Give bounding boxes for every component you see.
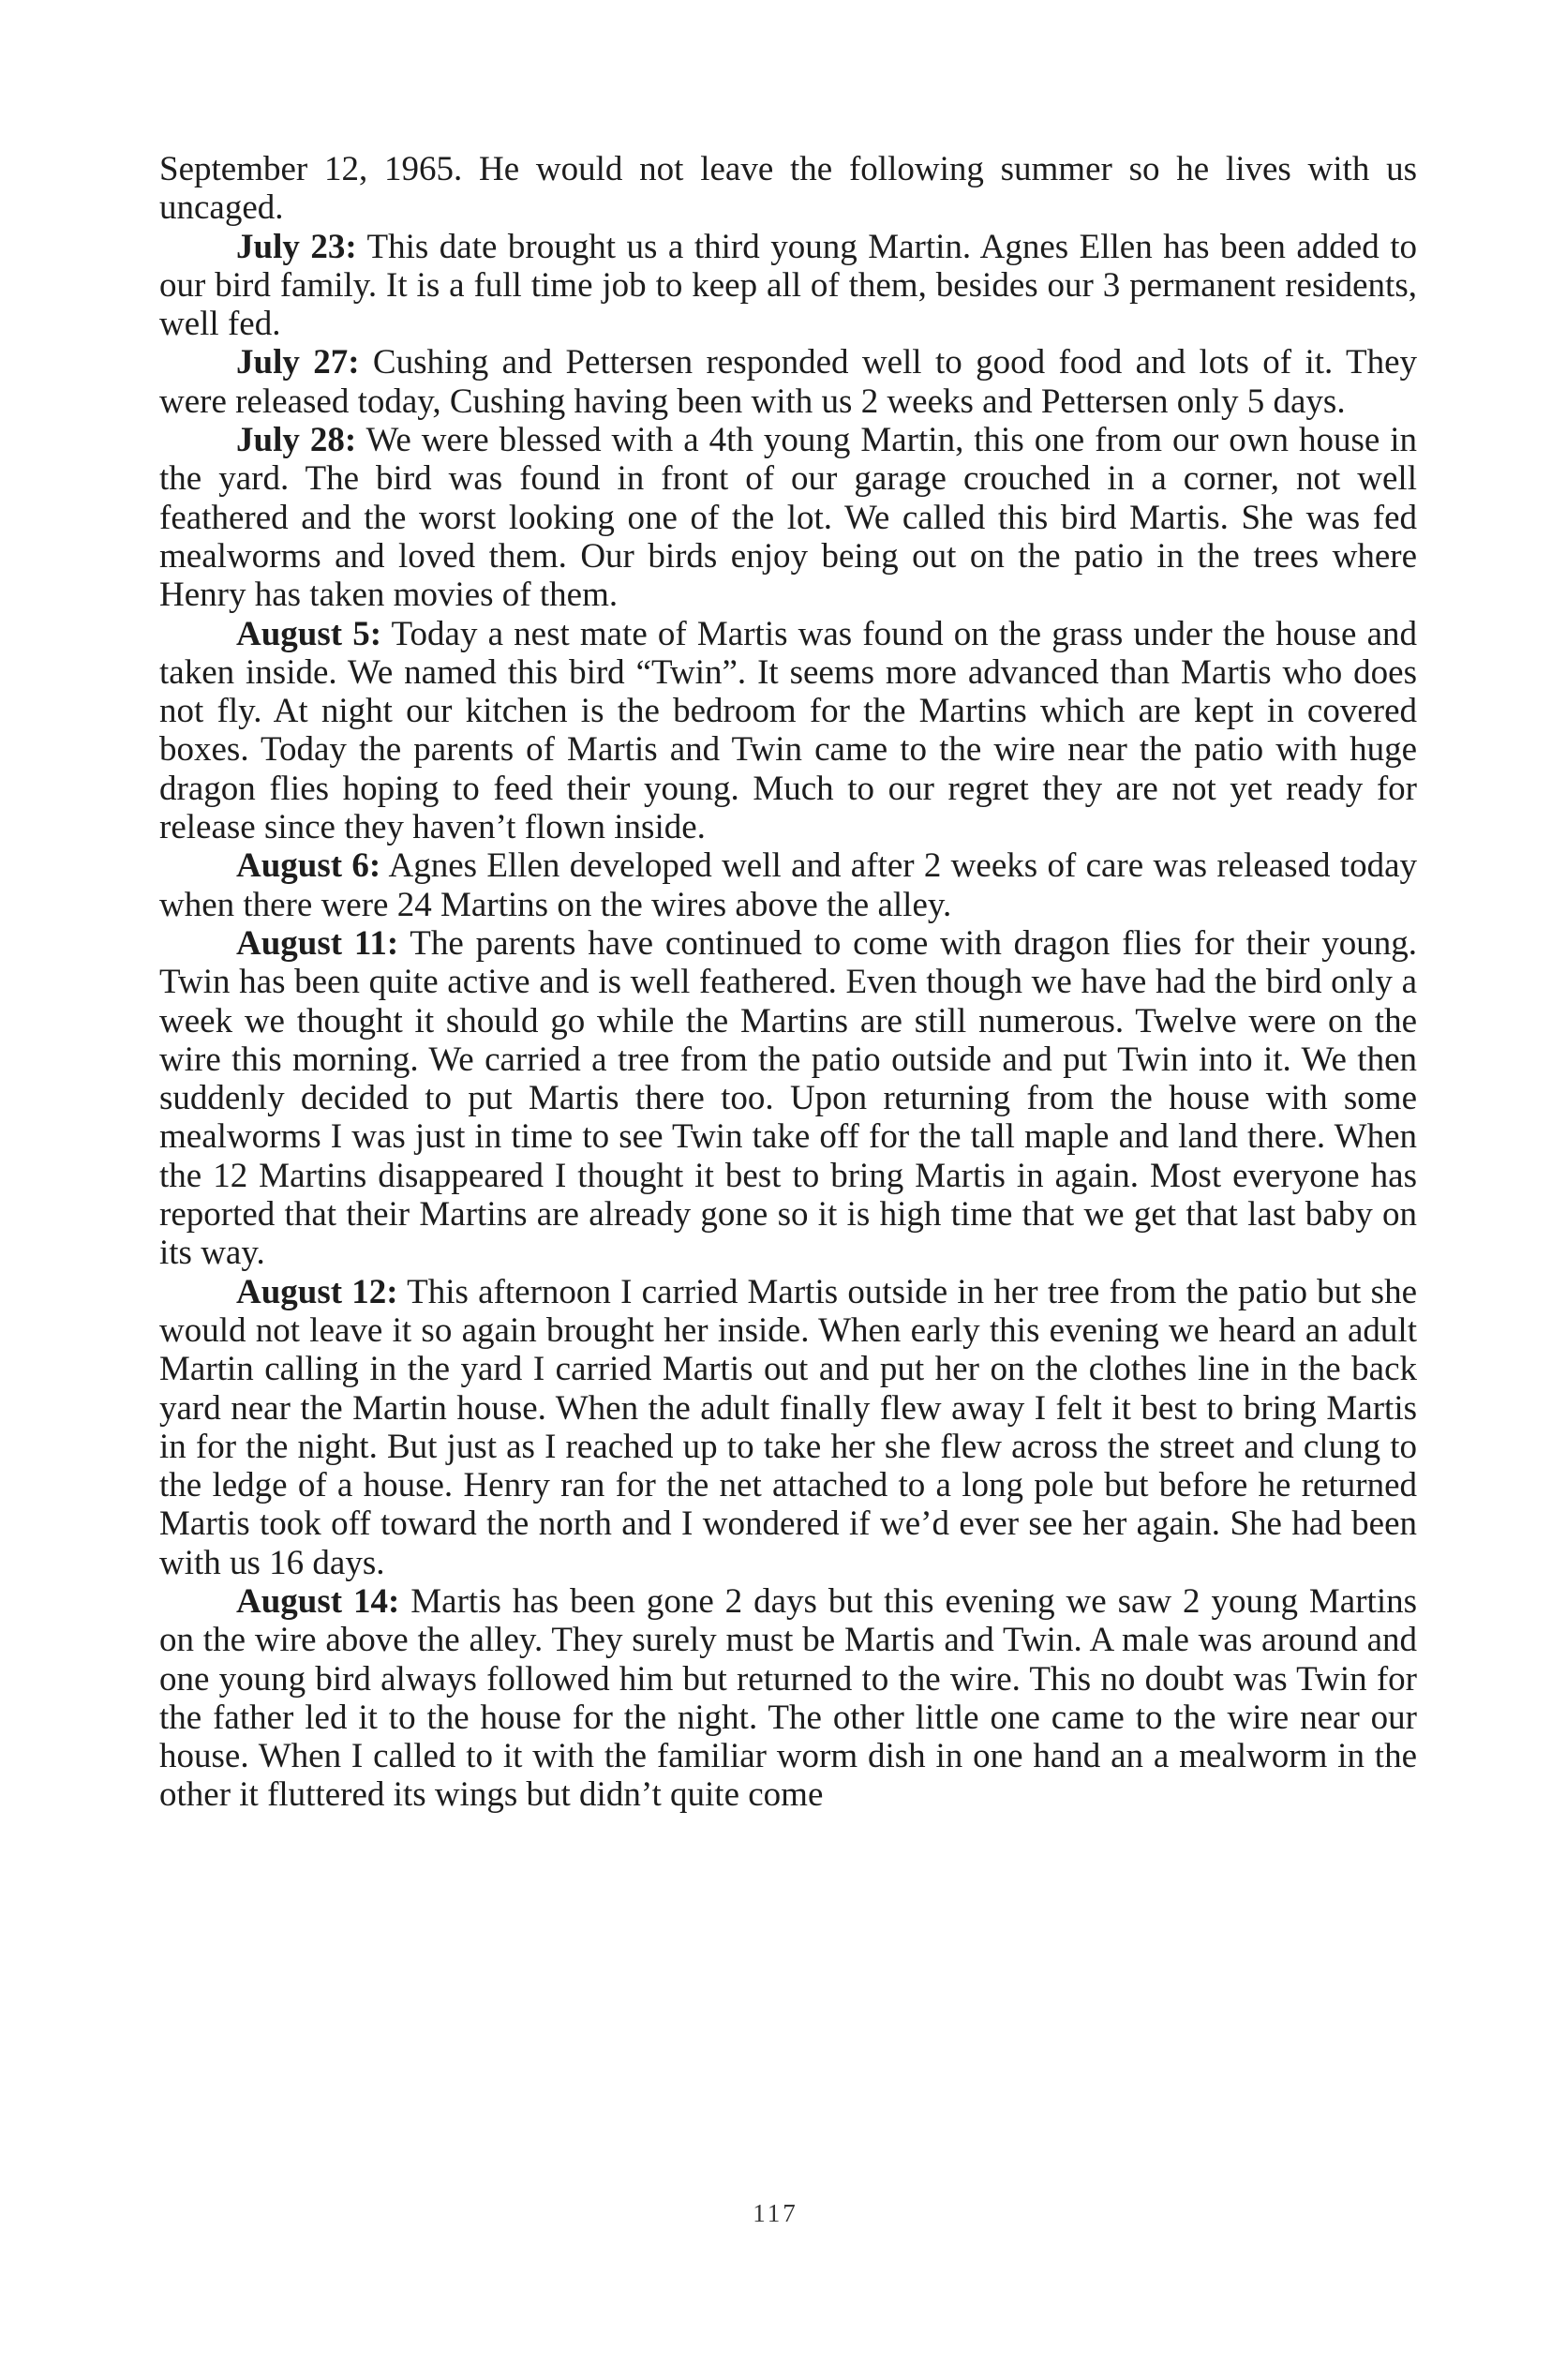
- entry-date: August 12:: [236, 1272, 398, 1311]
- entry-date: August 6:: [236, 846, 381, 886]
- entry-text: Agnes Ellen developed well and after 2 weeks of care was released today when there were 24 Martins on the wires above the alley.: [159, 846, 1418, 924]
- diary-entry: [159, 343, 1417, 421]
- entry-text: Martis has been gone 2 days but this evening we saw 2 young Martins on the wire above the alley. They surely must be Martis and Twin. A male was around and one young bird always followed him but returned to the wire. This no doubt was Twin for the father led it to the house for the night. The other little one came to the wire near our house. When I called to it with the familiar worm dish in one hand an a mealworm in the other it fluttered its wings but didn’t quite come: [159, 1581, 1417, 1815]
- entry-date: July 27:: [236, 343, 360, 382]
- continuation-paragraph: September 12, 1965. He would not leave the following summer so he lives with us uncaged.: [159, 150, 1417, 228]
- entry-text: This afternoon I carried Martis outside in her tree from the patio but she would not leave it so again brought her inside. When early this evening we heard an adult Martin calling in the yard I carried Martis out and put her on the clothes line in the back yard near the Martin house. When the adult finally flew away I felt it best to bring Martis in for the night. But just as I reached up to take her she flew across the street and clung to the ledge of a house. Henry ran for the net attached to a long pole but before he returned Martis took off toward the north and I wondered if we’d ever see her again. She had been with us 16 days.: [159, 1272, 1417, 1582]
- entry-date: July 28:: [236, 421, 357, 460]
- diary-entry: [159, 1582, 1417, 1815]
- entry-date: August 11:: [236, 923, 399, 963]
- diary-entry: [159, 421, 1417, 614]
- page-body: [159, 150, 1417, 1815]
- diary-entry: [159, 1273, 1417, 1582]
- entry-text: We were blessed with a 4th young Martin, this one from our own house in the yard. The bird was found in front of our garage crouched in a corner, not well feathered and the worst looking one of the lot. We called this bird Martis. She was fed mealworms and loved them. Our birds enjoy being out on the patio in the trees where Henry has taken movies of them.: [159, 421, 1418, 615]
- entry-text: The parents have continued to come with dragon flies for their young. Twin has been quite active and is well feathered. Even though we have had the bird only a week we thought it should go while the Martins are still numerous. Twelve were on the wire this morning. We carried a tree from the patio outside and put Twin into it. We then suddenly decided to put Martis there too. Upon returning from the house with some mealworms I was just in time to see Twin take off for the tall maple and land there. When the 12 Martins disappeared I thought it best to bring Martis in again. Most everyone has reported that their Martins are already gone so it is high time that we get that last baby on its way.: [159, 923, 1417, 1273]
- entry-text: Cushing and Pettersen responded well to good food and lots of it. They were released today, Cushing having been with us 2 weeks and Pettersen only 5 days.: [159, 343, 1418, 421]
- diary-entry: [159, 846, 1417, 924]
- entry-text: This date brought us a third young Martin. Agnes Ellen has been added to our bird family. It is a full time job to keep all of them, besides our 3 permanent residents, well fed.: [159, 227, 1417, 344]
- entry-text: Today a nest mate of Martis was found on the grass under the house and taken inside. We named this bird “Twin”. It seems more advanced than Martis who does not fly. At night our kitchen is the bedroom for the Martins which are kept in covered boxes. Today the parents of Martis and Twin came to the wire near the patio with huge dragon flies hoping to feed their young. Much to our regret they are not yet ready for release since they haven’t flown inside.: [159, 614, 1418, 847]
- entry-date: August 14:: [236, 1581, 400, 1621]
- diary-entry: [159, 228, 1417, 344]
- entry-date: July 23:: [236, 227, 357, 266]
- diary-entry: [159, 924, 1417, 1273]
- diary-entry: [159, 615, 1417, 847]
- page-number: 117: [753, 2199, 798, 2227]
- entry-date: August 5:: [236, 614, 382, 653]
